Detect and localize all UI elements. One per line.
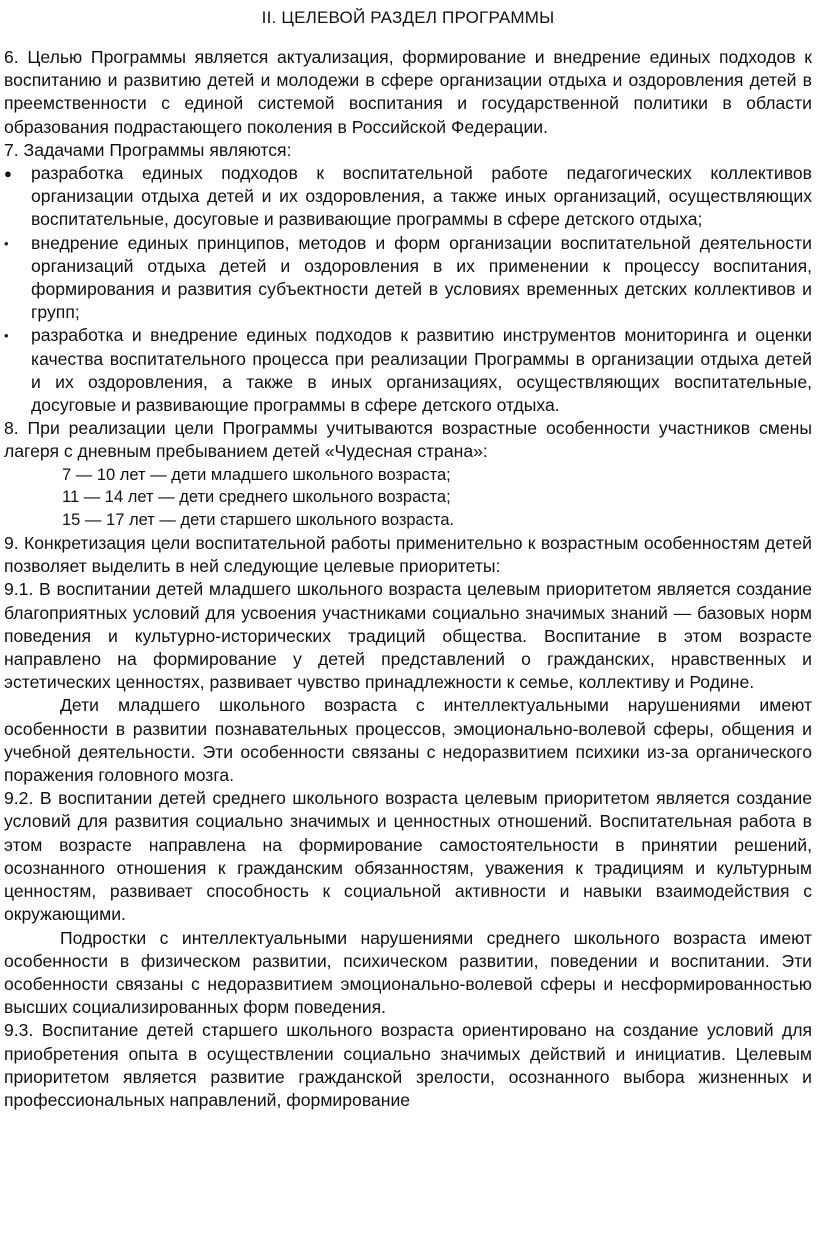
paragraph-9-priorities: 9. Конкретизация цели воспитательной работы применительно к возрастным особенностям детей позволяет выделить в ней следующие целевые приоритеты: (4, 533, 812, 577)
paragraph-8-ages-intro: 8. При реализации цели Программы учитываются возрастные особенности участников смены лагеря с дневным пребыванием детей «Чудесная страна»: (4, 418, 812, 462)
age-group-senior: 15 — 17 лет — дети старшего школьного возраста. (62, 511, 455, 530)
bullet-icon: • (4, 328, 9, 344)
paragraph-9-2: 9.2. В воспитании детей среднего школьного возраста целевым приоритетом является создание условий для развития социально значимых и ценностных отношений. Воспитательная работа в этом возрасте направлена на формирование самостоятельности в принятии решений, осознанного отношения к гражданским обязанностям, уважения к традициям и культурным ценностям, развивает способность к социальной активности и навыки взаимодействия с окружающими. (4, 788, 812, 925)
paragraph-9-1-note: Дети младшего школьного возраста с интеллектуальными нарушениями имеют особенности в развитии познавательных процессов, эмоционально-волевой сферы, общения и учебной деятельности. Эти особенности связаны с недоразвитием психики из-за органического поражения головного мозга. (4, 695, 812, 786)
age-group-middle: 11 — 14 лет — дети среднего школьного возраста; (62, 488, 451, 507)
list-item: ● разработка единых подходов к воспитательной работе педагогических коллективов организации отдыха детей и их оздоровления, а также иных организаций, осуществляющих воспитательные, досуговые и развивающие программы в сфере детского отдыха; (4, 163, 812, 230)
paragraph-7-tasks-intro: 7. Задачами Программы являются: (4, 139, 292, 160)
paragraph-9-2-note: Подростки с интеллектуальными нарушениями среднего школьного возраста имеют особенности в физическом развитии, психическом развитии, поведении и воспитании. Эти особенности связаны с недоразвитием эмоционально-волевой сферы и несформированностью высших социализированных форм поведения. (4, 927, 812, 1018)
paragraph-9-3: 9.3. Воспитание детей старшего школьного возраста ориентировано на создание условий для приобретения опыта в осуществлении социально значимых действий и инициатив. Целевым приоритетом является развитие гражданской зрелости, осознанного выбора жизненных и профессиональных направлений, формирование (4, 1020, 812, 1110)
paragraph-9-1: 9.1. В воспитании детей младшего школьного возраста целевым приоритетом является создание благоприятных условий для усвоения участниками социально значимых знаний — базовых норм поведения и культурно-исторических традиций общества. Воспитание в этом возрасте направлено на формирование у детей представлений о гражданских, нравственных и эстетических ценностях, развивает чувство принадлежности к семье, коллективу и Родине. (4, 579, 812, 693)
bullet-icon: • (4, 235, 9, 251)
list-item: • внедрение единых принципов, методов и форм организации воспитательной деятельности организаций отдыха детей и оздоровления в их применении к процессу воспитания, формирования и развития субъектности детей в условиях временных детских коллективов и групп; (4, 232, 812, 323)
age-group-junior: 7 — 10 лет — дети младшего школьного возраста; (62, 465, 451, 484)
section-title: II. ЦЕЛЕВОЙ РАЗДЕЛ ПРОГРАММЫ (261, 8, 555, 27)
tasks-list (4, 162, 812, 417)
list-item: • разработка и внедрение единых подходов к развитию инструментов мониторинга и оценки качества воспитательного процесса при реализации Программы в организации отдыха детей и их оздоровления, а также в иных организациях, осуществляющих воспитательные, досуговые и развивающие программы в сфере детского отдыха. (4, 325, 812, 416)
paragraph-6-goal: 6. Целью Программы является актуализация, формирование и внедрение единых подходов к воспитанию и развитию детей и молодежи в сфере организации отдыха и оздоровления детей в преемственности с единой системой воспитания и государственной политики в области образования подрастающего поколения в Российской Федерации. (4, 47, 812, 137)
bullet-icon: ● (4, 166, 12, 182)
